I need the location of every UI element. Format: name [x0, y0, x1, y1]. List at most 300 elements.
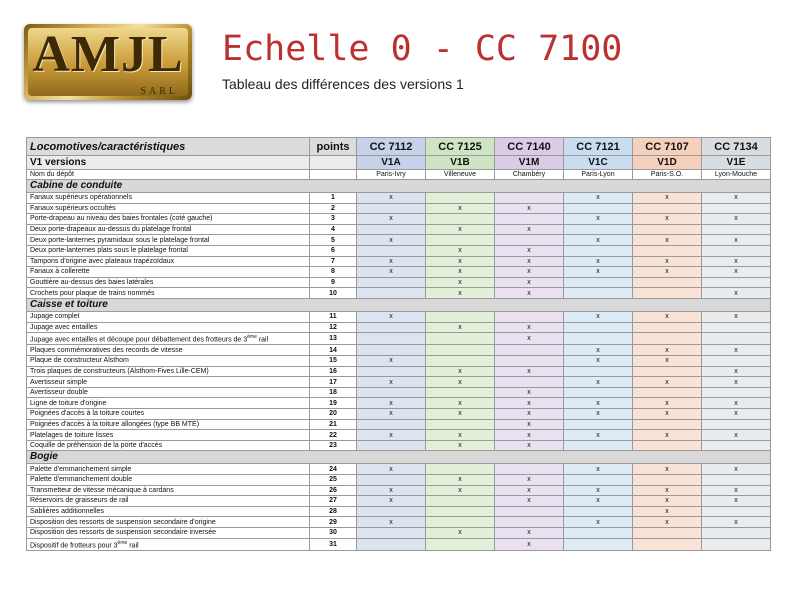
loco-name: CC 7125	[426, 138, 495, 156]
feature-mark-cell: x	[633, 235, 702, 246]
feature-mark-cell	[495, 193, 564, 204]
feature-mark-cell	[495, 356, 564, 367]
feature-points: 2	[310, 203, 357, 214]
feature-label: Réservoirs de graisseurs de rail	[27, 496, 310, 507]
feature-points: 10	[310, 288, 357, 299]
feature-mark-cell: x	[495, 366, 564, 377]
feature-points: 9	[310, 277, 357, 288]
feature-row	[27, 485, 771, 496]
feature-label: Fanaux à collerette	[27, 267, 310, 278]
feature-mark-cell	[633, 288, 702, 299]
feature-label: Disposition des ressorts de suspension secondaire d'origine	[27, 517, 310, 528]
feature-mark-cell	[564, 322, 633, 333]
feature-mark-cell: x	[357, 409, 426, 420]
feature-mark-cell: x	[357, 267, 426, 278]
version-name: V1M	[495, 156, 564, 170]
feature-points: 26	[310, 485, 357, 496]
feature-mark-cell: x	[357, 464, 426, 475]
depot-name: Paris-Ivry	[357, 170, 426, 180]
feature-mark-cell: x	[564, 235, 633, 246]
feature-mark-cell	[633, 387, 702, 398]
header-label: Locomotives/caractéristiques	[27, 138, 310, 156]
feature-mark-cell: x	[633, 311, 702, 322]
loco-name: CC 7140	[495, 138, 564, 156]
feature-mark-cell	[633, 333, 702, 345]
feature-mark-cell	[564, 527, 633, 538]
feature-row	[27, 277, 771, 288]
feature-mark-cell	[426, 387, 495, 398]
feature-mark-cell	[633, 224, 702, 235]
points-empty	[310, 156, 357, 170]
feature-mark-cell	[495, 464, 564, 475]
feature-mark-cell: x	[495, 538, 564, 550]
feature-points: 30	[310, 527, 357, 538]
feature-points: 3	[310, 214, 357, 225]
feature-mark-cell: x	[357, 517, 426, 528]
header-row-depots	[27, 170, 771, 180]
feature-mark-cell: x	[564, 356, 633, 367]
feature-mark-cell: x	[702, 409, 771, 420]
feature-row	[27, 474, 771, 485]
feature-mark-cell: x	[495, 409, 564, 420]
feature-mark-cell: x	[495, 474, 564, 485]
feature-label: Avertisseur simple	[27, 377, 310, 388]
feature-mark-cell: x	[564, 464, 633, 475]
header-row-versions	[27, 156, 771, 170]
feature-label: Plaques commémoratives des records de vitesse	[27, 345, 310, 356]
feature-points: 5	[310, 235, 357, 246]
company-logo	[24, 24, 192, 100]
feature-mark-cell: x	[495, 333, 564, 345]
feature-mark-cell: x	[495, 277, 564, 288]
feature-points: 27	[310, 496, 357, 507]
feature-mark-cell: x	[426, 277, 495, 288]
feature-row	[27, 366, 771, 377]
feature-points: 21	[310, 419, 357, 430]
feature-row	[27, 464, 771, 475]
feature-mark-cell	[702, 224, 771, 235]
depot-name: Villeneuve	[426, 170, 495, 180]
depot-name: Paris-Lyon	[564, 170, 633, 180]
feature-row	[27, 398, 771, 409]
feature-mark-cell: x	[495, 256, 564, 267]
feature-mark-cell: x	[426, 474, 495, 485]
page-title: Echelle 0 - CC 7100	[222, 29, 623, 69]
feature-mark-cell: x	[702, 267, 771, 278]
feature-row	[27, 538, 771, 550]
feature-mark-cell	[495, 214, 564, 225]
feature-mark-cell	[495, 311, 564, 322]
feature-mark-cell	[357, 440, 426, 451]
page-subtitle: Tableau des différences des versions 1	[222, 76, 464, 92]
feature-mark-cell: x	[495, 288, 564, 299]
feature-mark-cell	[633, 440, 702, 451]
feature-mark-cell: x	[564, 377, 633, 388]
feature-label: Deux porte-lanternes pyramidaux sous le platelage frontal	[27, 235, 310, 246]
feature-mark-cell: x	[633, 256, 702, 267]
feature-mark-cell: x	[564, 398, 633, 409]
feature-mark-cell: x	[357, 377, 426, 388]
feature-mark-cell	[357, 419, 426, 430]
version-name: V1B	[426, 156, 495, 170]
feature-mark-cell: x	[357, 256, 426, 267]
feature-mark-cell: x	[633, 506, 702, 517]
feature-mark-cell	[564, 506, 633, 517]
feature-points: 7	[310, 256, 357, 267]
feature-mark-cell	[426, 419, 495, 430]
feature-mark-cell: x	[357, 356, 426, 367]
feature-mark-cell: x	[426, 527, 495, 538]
feature-mark-cell: x	[633, 409, 702, 420]
version-name: V1A	[357, 156, 426, 170]
section-header-row	[27, 180, 771, 193]
feature-mark-cell: x	[495, 224, 564, 235]
feature-mark-cell	[564, 203, 633, 214]
feature-row	[27, 288, 771, 299]
feature-mark-cell: x	[495, 245, 564, 256]
feature-points: 19	[310, 398, 357, 409]
feature-mark-cell	[357, 203, 426, 214]
depot-name: Paris-S.O.	[633, 170, 702, 180]
feature-mark-cell	[564, 387, 633, 398]
feature-row	[27, 267, 771, 278]
feature-mark-cell: x	[495, 267, 564, 278]
feature-mark-cell	[357, 538, 426, 550]
section-title: Bogie	[27, 451, 771, 464]
feature-mark-cell: x	[702, 235, 771, 246]
feature-mark-cell	[633, 538, 702, 550]
feature-mark-cell	[357, 224, 426, 235]
feature-mark-cell	[357, 506, 426, 517]
feature-mark-cell: x	[426, 430, 495, 441]
feature-mark-cell	[564, 277, 633, 288]
feature-mark-cell	[495, 506, 564, 517]
feature-label: Disposition des ressorts de suspension secondaire inversée	[27, 527, 310, 538]
feature-mark-cell	[633, 527, 702, 538]
feature-points: 11	[310, 311, 357, 322]
feature-mark-cell	[357, 333, 426, 345]
logo-text: AMJL	[32, 26, 184, 83]
feature-mark-cell	[495, 517, 564, 528]
feature-label: Porte-drapeau au niveau des baies frontales (coté gauche)	[27, 214, 310, 225]
feature-mark-cell: x	[633, 267, 702, 278]
feature-mark-cell	[357, 277, 426, 288]
feature-points: 6	[310, 245, 357, 256]
points-empty	[310, 170, 357, 180]
feature-mark-cell	[702, 538, 771, 550]
feature-mark-cell	[564, 224, 633, 235]
feature-points: 4	[310, 224, 357, 235]
feature-label: Palette d'emmanchement simple	[27, 464, 310, 475]
feature-mark-cell: x	[702, 214, 771, 225]
feature-mark-cell: x	[564, 193, 633, 204]
feature-points: 1	[310, 193, 357, 204]
feature-mark-cell	[426, 356, 495, 367]
feature-mark-cell: x	[495, 527, 564, 538]
feature-mark-cell	[564, 419, 633, 430]
feature-mark-cell: x	[357, 214, 426, 225]
feature-row	[27, 311, 771, 322]
feature-mark-cell: x	[633, 377, 702, 388]
feature-mark-cell: x	[426, 398, 495, 409]
feature-row	[27, 409, 771, 420]
feature-mark-cell	[426, 311, 495, 322]
feature-mark-cell: x	[495, 387, 564, 398]
feature-mark-cell: x	[564, 430, 633, 441]
feature-mark-cell	[702, 356, 771, 367]
feature-points: 24	[310, 464, 357, 475]
feature-row	[27, 235, 771, 246]
feature-mark-cell: x	[702, 366, 771, 377]
feature-row	[27, 203, 771, 214]
depot-name: Chambéry	[495, 170, 564, 180]
feature-row	[27, 322, 771, 333]
feature-mark-cell: x	[426, 245, 495, 256]
feature-label: Trois plaques de constructeurs (Alsthom-Fives Lille-CEM)	[27, 366, 310, 377]
feature-mark-cell	[564, 245, 633, 256]
feature-label: Dispositif de frotteurs pour 3ème rail	[27, 538, 310, 550]
feature-label: Gouttière au-dessus des baies latérales	[27, 277, 310, 288]
feature-mark-cell: x	[633, 496, 702, 507]
feature-mark-cell	[633, 277, 702, 288]
feature-mark-cell	[426, 517, 495, 528]
feature-row	[27, 345, 771, 356]
feature-mark-cell	[426, 235, 495, 246]
feature-mark-cell: x	[702, 398, 771, 409]
feature-mark-cell	[702, 203, 771, 214]
feature-label: Sablières additionnelles	[27, 506, 310, 517]
feature-mark-cell: x	[633, 356, 702, 367]
feature-mark-cell	[702, 322, 771, 333]
feature-mark-cell: x	[426, 409, 495, 420]
feature-mark-cell: x	[495, 398, 564, 409]
feature-mark-cell: x	[357, 235, 426, 246]
feature-mark-cell	[633, 474, 702, 485]
feature-mark-cell	[426, 345, 495, 356]
feature-row	[27, 333, 771, 345]
feature-row	[27, 214, 771, 225]
feature-mark-cell: x	[426, 224, 495, 235]
feature-mark-cell: x	[702, 485, 771, 496]
section-header-row	[27, 298, 771, 311]
feature-label: Jupage complet	[27, 311, 310, 322]
feature-mark-cell: x	[702, 311, 771, 322]
feature-mark-cell: x	[564, 267, 633, 278]
loco-name: CC 7134	[702, 138, 771, 156]
depot-label: Nom du dépôt	[27, 170, 310, 180]
feature-mark-cell: x	[357, 311, 426, 322]
feature-mark-cell	[495, 345, 564, 356]
feature-points: 16	[310, 366, 357, 377]
feature-mark-cell	[702, 474, 771, 485]
feature-mark-cell: x	[426, 366, 495, 377]
feature-label: Deux porte-drapeaux au-dessus du platelage frontal	[27, 224, 310, 235]
feature-mark-cell: x	[426, 485, 495, 496]
feature-mark-cell: x	[564, 409, 633, 420]
feature-mark-cell: x	[495, 485, 564, 496]
feature-mark-cell	[702, 245, 771, 256]
feature-points: 20	[310, 409, 357, 420]
feature-row	[27, 377, 771, 388]
feature-mark-cell: x	[495, 496, 564, 507]
feature-row	[27, 224, 771, 235]
feature-mark-cell	[357, 345, 426, 356]
feature-mark-cell: x	[633, 517, 702, 528]
feature-mark-cell	[495, 235, 564, 246]
points-header: points	[310, 138, 357, 156]
feature-mark-cell: x	[564, 485, 633, 496]
feature-mark-cell: x	[426, 203, 495, 214]
feature-points: 8	[310, 267, 357, 278]
feature-mark-cell	[633, 366, 702, 377]
feature-mark-cell	[702, 506, 771, 517]
feature-mark-cell: x	[426, 267, 495, 278]
section-title: Cabine de conduite	[27, 180, 771, 193]
feature-row	[27, 517, 771, 528]
feature-mark-cell: x	[702, 377, 771, 388]
feature-mark-cell	[564, 538, 633, 550]
feature-mark-cell: x	[564, 256, 633, 267]
feature-label: Fanaux supérieurs opérationnels	[27, 193, 310, 204]
feature-mark-cell	[426, 464, 495, 475]
feature-mark-cell: x	[564, 214, 633, 225]
feature-label: Crochets pour plaque de trains nommés	[27, 288, 310, 299]
feature-mark-cell	[702, 440, 771, 451]
feature-mark-cell: x	[426, 440, 495, 451]
loco-name: CC 7112	[357, 138, 426, 156]
feature-label: Transmetteur de vitesse mécanique à cardans	[27, 485, 310, 496]
feature-row	[27, 506, 771, 517]
feature-label: Ligne de toiture d'origine	[27, 398, 310, 409]
feature-mark-cell: x	[633, 430, 702, 441]
feature-mark-cell: x	[495, 430, 564, 441]
versions-label: V1 versions	[27, 156, 310, 170]
feature-mark-cell: x	[495, 203, 564, 214]
feature-mark-cell	[426, 538, 495, 550]
feature-mark-cell: x	[357, 485, 426, 496]
feature-mark-cell: x	[426, 322, 495, 333]
feature-row	[27, 356, 771, 367]
feature-mark-cell: x	[633, 485, 702, 496]
feature-mark-cell: x	[633, 345, 702, 356]
feature-label: Platelages de toiture lisses	[27, 430, 310, 441]
feature-mark-cell	[357, 288, 426, 299]
feature-label: Jupage avec entailles et découpe pour débattement des frotteurs de 3ème rail	[27, 333, 310, 345]
loco-name: CC 7107	[633, 138, 702, 156]
feature-mark-cell	[426, 193, 495, 204]
feature-mark-cell: x	[357, 193, 426, 204]
feature-mark-cell: x	[357, 398, 426, 409]
feature-mark-cell	[633, 245, 702, 256]
feature-row	[27, 193, 771, 204]
feature-mark-cell: x	[633, 398, 702, 409]
feature-mark-cell: x	[702, 345, 771, 356]
feature-label: Poignées d'accès à la toiture allongées (type BB MTE)	[27, 419, 310, 430]
feature-row	[27, 527, 771, 538]
version-name: V1D	[633, 156, 702, 170]
feature-mark-cell: x	[357, 496, 426, 507]
feature-mark-cell: x	[495, 322, 564, 333]
feature-mark-cell: x	[633, 193, 702, 204]
feature-label: Tampons d'origine avec plateaux trapézoïdaux	[27, 256, 310, 267]
feature-mark-cell	[633, 322, 702, 333]
feature-mark-cell: x	[702, 517, 771, 528]
feature-points: 14	[310, 345, 357, 356]
feature-mark-cell: x	[702, 288, 771, 299]
feature-row	[27, 245, 771, 256]
feature-mark-cell	[702, 333, 771, 345]
feature-mark-cell: x	[426, 256, 495, 267]
feature-mark-cell	[357, 387, 426, 398]
feature-mark-cell	[357, 366, 426, 377]
feature-row	[27, 440, 771, 451]
feature-mark-cell: x	[357, 430, 426, 441]
versions-table	[26, 137, 771, 551]
feature-points: 18	[310, 387, 357, 398]
feature-label: Avertisseur double	[27, 387, 310, 398]
loco-name: CC 7121	[564, 138, 633, 156]
section-header-row	[27, 451, 771, 464]
feature-mark-cell	[702, 387, 771, 398]
feature-mark-cell	[495, 377, 564, 388]
version-name: V1E	[702, 156, 771, 170]
feature-mark-cell: x	[564, 345, 633, 356]
feature-mark-cell: x	[495, 419, 564, 430]
feature-label: Deux porte-lanternes plats sous le platelage frontal	[27, 245, 310, 256]
feature-mark-cell: x	[702, 496, 771, 507]
feature-label: Palette d'emmanchement double	[27, 474, 310, 485]
feature-mark-cell	[702, 277, 771, 288]
feature-points: 12	[310, 322, 357, 333]
table-body	[27, 138, 771, 551]
feature-mark-cell: x	[633, 214, 702, 225]
feature-mark-cell	[357, 474, 426, 485]
feature-label: Jupage avec entailles	[27, 322, 310, 333]
header-row-locos	[27, 138, 771, 156]
logo-subtext: SARL	[140, 86, 178, 97]
feature-row	[27, 256, 771, 267]
feature-mark-cell	[426, 333, 495, 345]
feature-mark-cell	[357, 527, 426, 538]
feature-points: 29	[310, 517, 357, 528]
feature-points: 22	[310, 430, 357, 441]
version-name: V1C	[564, 156, 633, 170]
feature-mark-cell: x	[564, 517, 633, 528]
feature-mark-cell	[426, 214, 495, 225]
feature-mark-cell: x	[702, 256, 771, 267]
feature-mark-cell: x	[702, 464, 771, 475]
feature-mark-cell	[633, 419, 702, 430]
feature-mark-cell: x	[633, 464, 702, 475]
feature-points: 31	[310, 538, 357, 550]
feature-mark-cell	[702, 527, 771, 538]
feature-mark-cell	[357, 322, 426, 333]
feature-mark-cell: x	[564, 496, 633, 507]
feature-mark-cell: x	[702, 430, 771, 441]
feature-label: Poignées d'accès à la toiture courtes	[27, 409, 310, 420]
feature-mark-cell: x	[426, 377, 495, 388]
feature-row	[27, 387, 771, 398]
feature-mark-cell	[426, 496, 495, 507]
feature-label: Coquille de préhension de la porte d'accès	[27, 440, 310, 451]
feature-mark-cell	[633, 203, 702, 214]
feature-mark-cell: x	[495, 440, 564, 451]
feature-mark-cell	[426, 506, 495, 517]
depot-name: Lyon-Mouche	[702, 170, 771, 180]
feature-label: Fanaux supérieurs occultés	[27, 203, 310, 214]
feature-row	[27, 430, 771, 441]
feature-points: 23	[310, 440, 357, 451]
